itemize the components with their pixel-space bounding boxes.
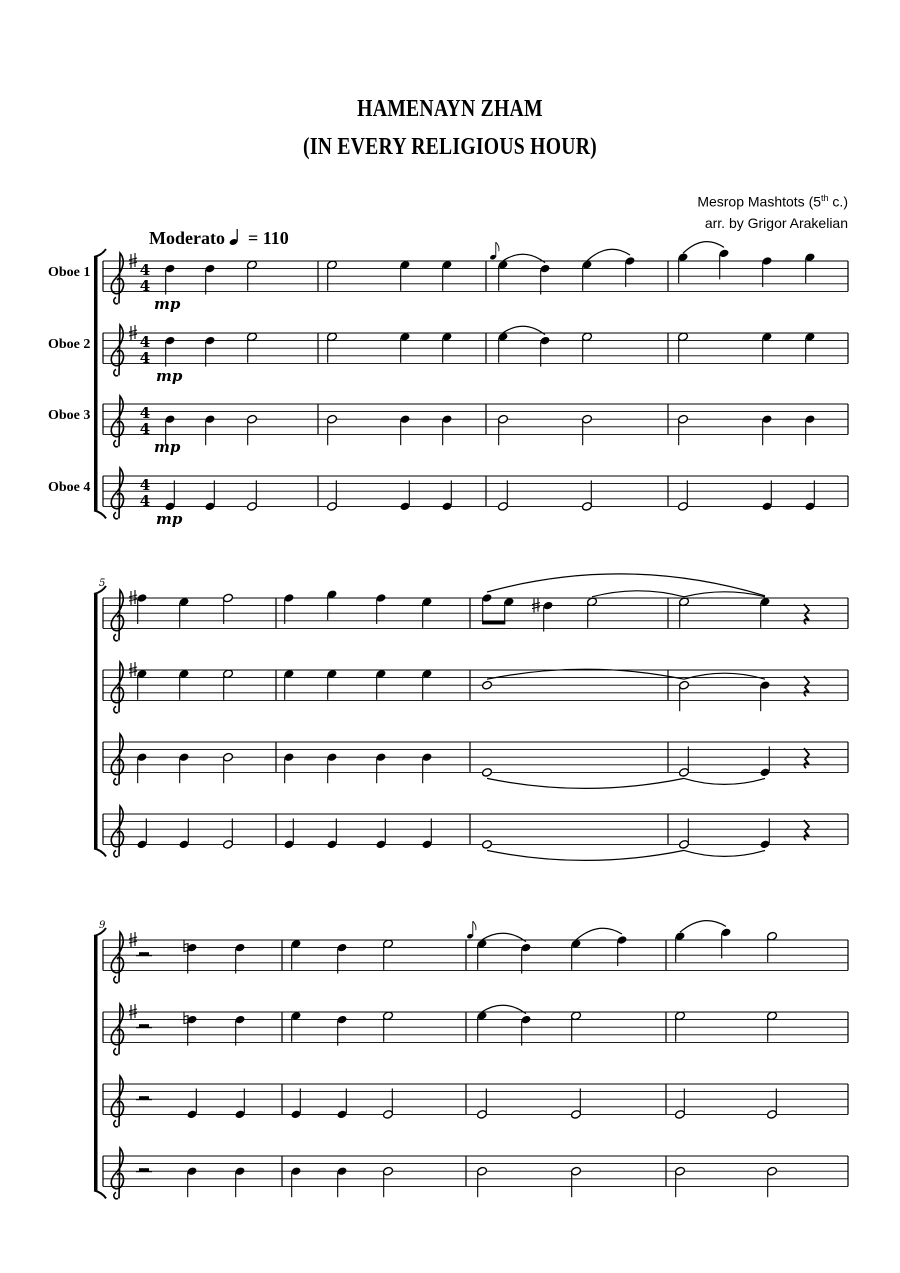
note-head xyxy=(481,840,492,850)
slur-icon xyxy=(684,778,765,784)
bracket-bottom xyxy=(94,848,106,856)
slur-icon xyxy=(592,591,684,597)
system-bracket-icon xyxy=(94,594,98,848)
time-signature-bottom: 4 xyxy=(139,348,151,367)
composer-name: Mesrop Mashtots (5 xyxy=(697,193,822,210)
composer-end: c.) xyxy=(828,193,848,210)
grace-note-flag xyxy=(473,921,476,930)
slur-icon xyxy=(487,850,684,860)
slur-icon xyxy=(487,574,765,596)
tempo-text: Moderato xyxy=(149,228,225,248)
half-rest-icon xyxy=(139,952,149,956)
dynamic-mp: mp xyxy=(156,510,183,528)
time-signature-top: 4 xyxy=(139,476,151,495)
instrument-label-oboe-1: Oboe 1 xyxy=(48,265,91,280)
time-signature-bottom: 4 xyxy=(139,276,151,295)
note-head xyxy=(481,768,492,778)
time-signature-bottom: 4 xyxy=(139,419,151,438)
sharp-icon xyxy=(129,253,137,268)
system-bracket-icon xyxy=(94,936,98,1190)
dynamic-mp: mp xyxy=(154,438,181,456)
time-signature-top: 4 xyxy=(139,333,151,352)
system-bracket-icon xyxy=(94,257,98,510)
sharp-icon xyxy=(129,932,137,947)
title-line-2: (IN EVERY RELIGIOUS HOUR) xyxy=(303,134,597,160)
slur-icon xyxy=(587,249,630,261)
instrument-label-oboe-2: Oboe 2 xyxy=(48,337,91,352)
note-beam xyxy=(482,621,505,625)
title-line-1: HAMENAYN ZHAM xyxy=(357,96,543,122)
slur-icon xyxy=(487,778,684,788)
arranger-credit: arr. by Grigor Arakelian xyxy=(704,215,848,231)
instrument-label-oboe-3: Oboe 3 xyxy=(48,408,91,423)
time-signature-top: 4 xyxy=(139,261,151,280)
sharp-icon xyxy=(129,1004,137,1019)
time-signature-bottom: 4 xyxy=(139,491,151,510)
bracket-top xyxy=(94,249,106,257)
grace-note-flag xyxy=(496,242,499,251)
half-rest-icon xyxy=(139,1168,149,1172)
sharp-icon xyxy=(532,598,540,613)
measure-number: 9 xyxy=(99,920,106,931)
half-rest-icon xyxy=(139,1024,149,1028)
time-signature-top: 4 xyxy=(139,404,151,423)
sharp-icon xyxy=(129,662,137,677)
note-head xyxy=(481,680,492,690)
half-rest-icon xyxy=(139,1096,149,1100)
dynamic-mp: mp xyxy=(156,367,183,385)
bracket-bottom xyxy=(94,1190,106,1198)
slur-icon xyxy=(576,928,622,940)
slur-icon xyxy=(683,242,724,254)
sharp-icon xyxy=(129,590,137,605)
measure-number: 5 xyxy=(99,578,106,589)
slur-icon xyxy=(684,673,765,679)
tempo-value: = 110 xyxy=(247,228,289,248)
slur-icon xyxy=(680,921,726,933)
composer-superscript: th xyxy=(821,193,829,203)
bracket-bottom xyxy=(94,510,106,518)
dynamic-mp: mp xyxy=(154,295,181,313)
sharp-icon xyxy=(129,325,137,340)
slur-icon xyxy=(684,850,765,856)
instrument-label-oboe-4: Oboe 4 xyxy=(48,480,91,495)
